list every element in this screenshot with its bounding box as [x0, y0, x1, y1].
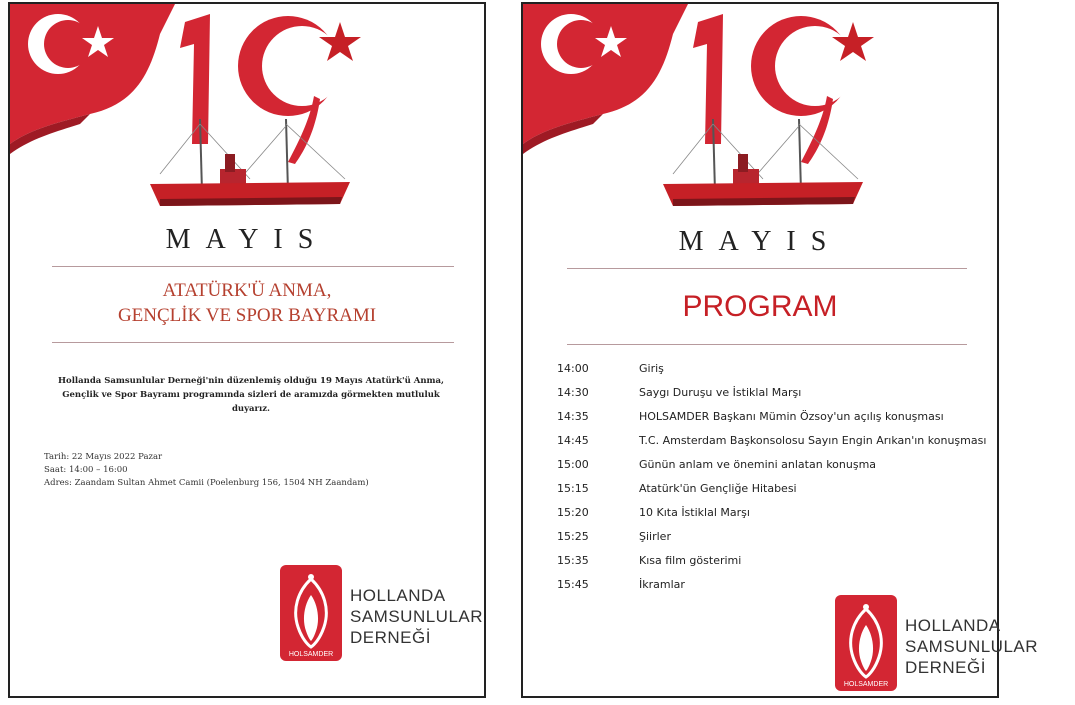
schedule-event: Giriş	[639, 362, 664, 375]
divider	[567, 344, 967, 345]
program-page	[521, 2, 1039, 698]
schedule-event: Atatürk'ün Gençliğe Hitabesi	[639, 482, 797, 495]
divider	[567, 268, 967, 269]
logo-line1: HOLLANDA	[905, 616, 1001, 635]
flag-ship-illustration	[523, 4, 1001, 224]
schedule-time: 15:15	[557, 482, 589, 495]
schedule-time: 15:35	[557, 554, 589, 567]
logo-line3: DERNEĞİ	[905, 658, 986, 677]
schedule-event: Günün anlam ve önemini anlatan konuşma	[639, 458, 877, 471]
schedule-time: 14:00	[557, 362, 589, 375]
schedule-row	[557, 578, 987, 592]
schedule-event: HOLSAMDER Başkanı Mümin Özsoy'un açılış konuşması	[639, 410, 944, 423]
schedule-row	[557, 506, 987, 520]
schedule-event: 10 Kıta İstiklal Marşı	[639, 506, 750, 519]
event-details	[44, 451, 369, 490]
event-title-line1: ATATÜRK'Ü ANMA,	[162, 280, 332, 301]
schedule-event: Kısa film gösterimi	[639, 554, 742, 567]
schedule-time: 15:25	[557, 530, 589, 543]
ship-icon	[150, 119, 350, 206]
logo-line2: SAMSUNLULAR	[905, 637, 1039, 656]
invitation-text: Hollanda Samsunlular Derneği'nin düzenlemiş olduğu 19 Mayıs Atatürk'ü Anma, Gençlik ve Spor Bayramı programında sizleri de aramızda görmekten mutluluk duyarız.	[58, 376, 444, 414]
badge-text: HOLSAMDER	[843, 681, 889, 688]
ship-icon	[663, 119, 863, 206]
program-title: PROGRAM	[682, 290, 838, 323]
event-date: Tarih: 22 Mayıs 2022 Pazar	[44, 452, 163, 462]
logo-line1: HOLLANDA	[350, 586, 446, 605]
logo-line3: DERNEĞİ	[350, 628, 431, 647]
mayis-heading: MAYIS	[165, 224, 329, 255]
schedule-event: İkramlar	[639, 578, 685, 591]
logo-text	[905, 615, 1038, 678]
logo-text	[350, 585, 483, 648]
invitation-page	[8, 2, 486, 698]
schedule-time: 14:30	[557, 386, 589, 399]
event-address: Adres: Zaandam Sultan Ahmet Camii (Poelenburg 156, 1504 NH Zaandam)	[44, 478, 369, 488]
schedule-row	[557, 554, 987, 568]
schedule-row	[557, 362, 987, 376]
holsamder-logo	[835, 595, 1075, 705]
schedule-row	[557, 434, 987, 448]
flag-ship-illustration	[10, 4, 488, 224]
divider	[52, 342, 454, 343]
holsamder-badge-icon	[835, 595, 897, 691]
schedule-time: 14:45	[557, 434, 589, 447]
schedule-event: T.C. Amsterdam Başkonsolosu Sayın Engin Arıkan'ın konuşması	[639, 434, 987, 447]
schedule-event: Saygı Duruşu ve İstiklal Marşı	[639, 386, 802, 399]
event-title-line2: GENÇLİK VE SPOR BAYRAMI	[117, 305, 377, 326]
schedule-time: 15:00	[557, 458, 589, 471]
schedule-time: 14:35	[557, 410, 589, 423]
divider	[52, 266, 454, 267]
schedule-row	[557, 386, 987, 400]
schedule-time: 15:20	[557, 506, 589, 519]
schedule-event: Şiirler	[639, 530, 671, 543]
holsamder-logo	[280, 565, 520, 675]
schedule-list	[557, 362, 987, 602]
event-time: Saat: 14:00 – 16:00	[44, 465, 128, 475]
badge-text: HOLSAMDER	[288, 651, 334, 658]
logo-line2: SAMSUNLULAR	[350, 607, 484, 626]
schedule-row	[557, 530, 987, 544]
event-title	[10, 278, 484, 328]
schedule-time: 15:45	[557, 578, 589, 591]
schedule-row	[557, 410, 987, 424]
holsamder-badge-icon	[280, 565, 342, 661]
mayis-heading: MAYIS	[678, 226, 842, 257]
schedule-row	[557, 482, 987, 496]
schedule-row	[557, 458, 987, 472]
